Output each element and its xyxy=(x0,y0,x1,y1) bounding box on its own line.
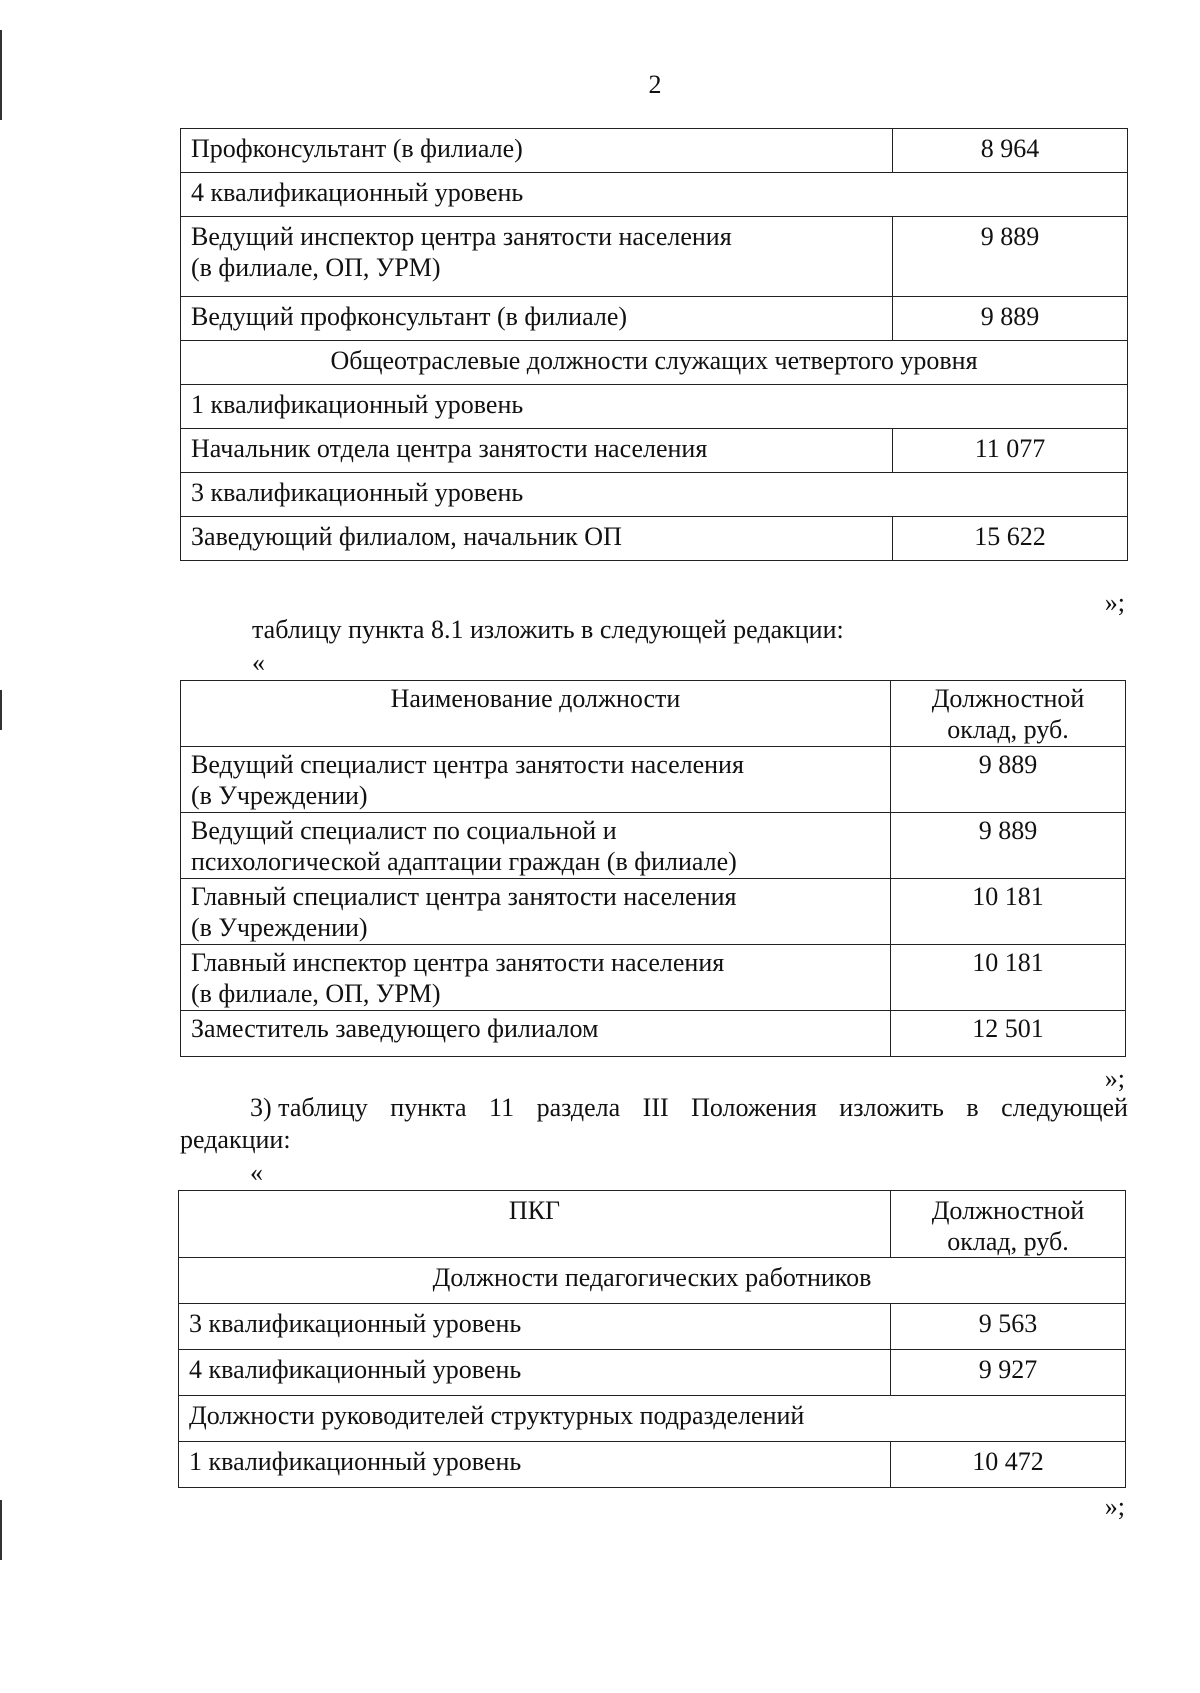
column-header-position: Наименование должности xyxy=(181,681,891,747)
position-name: Ведущий специалист по социальной и психологической адаптации граждан (в филиале) xyxy=(181,813,891,879)
salary-value: 9 927 xyxy=(891,1350,1126,1396)
salary-value: 9 889 xyxy=(893,217,1128,297)
table-point-8-1 xyxy=(180,680,1126,1057)
closing-quote: »; xyxy=(1104,1492,1125,1521)
table-row xyxy=(181,341,1128,385)
closing-quote: »; xyxy=(1104,1064,1125,1093)
salary-value: 11 077 xyxy=(893,429,1128,473)
qualification-level: 3 квалификационный уровень xyxy=(179,1304,891,1350)
opening-quote: « xyxy=(252,648,265,677)
salary-value: 10 472 xyxy=(891,1442,1126,1488)
position-name: Ведущий специалист центра занятости населения (в Учреждении) xyxy=(181,747,891,813)
salary-value: 9 889 xyxy=(891,747,1126,813)
table-row xyxy=(181,129,1128,173)
paragraph-intro-11-line2: редакции: xyxy=(180,1125,291,1154)
table-row xyxy=(179,1442,1126,1488)
position-name: Ведущий инспектор центра занятости населения (в филиале, ОП, УРМ) xyxy=(181,217,893,297)
table-row xyxy=(179,1304,1126,1350)
salary-value: 8 964 xyxy=(893,129,1128,173)
table-row xyxy=(181,747,1126,813)
group-heading: Должности руководителей структурных подразделений xyxy=(179,1396,1126,1442)
qualification-level: 3 квалификационный уровень xyxy=(181,473,1128,517)
table-row xyxy=(181,473,1128,517)
closing-quote: »; xyxy=(1104,588,1125,617)
table-row xyxy=(179,1350,1126,1396)
table-row xyxy=(181,429,1128,473)
paragraph-intro-8-1: таблицу пункта 8.1 изложить в следующей редакции: xyxy=(252,615,844,644)
position-name: Ведущий профконсультант (в филиале) xyxy=(181,297,893,341)
table-row xyxy=(181,297,1128,341)
table-row xyxy=(181,517,1128,561)
qualification-level: 1 квалификационный уровень xyxy=(179,1442,891,1488)
table-row xyxy=(181,945,1126,1011)
position-name: Заведующий филиалом, начальник ОП xyxy=(181,517,893,561)
column-header-pkg: ПКГ xyxy=(179,1191,891,1258)
position-name: Начальник отдела центра занятости населения xyxy=(181,429,893,473)
table-row xyxy=(181,813,1126,879)
table-salaries-continued xyxy=(180,128,1128,561)
table-point-11 xyxy=(178,1190,1126,1488)
salary-value: 9 889 xyxy=(891,813,1126,879)
salary-value: 9 889 xyxy=(893,297,1128,341)
position-name: Профконсультант (в филиале) xyxy=(181,129,893,173)
salary-value: 10 181 xyxy=(891,945,1126,1011)
position-name: Главный специалист центра занятости населения (в Учреждении) xyxy=(181,879,891,945)
qualification-level: 4 квалификационный уровень xyxy=(179,1350,891,1396)
page-number: 2 xyxy=(648,70,662,99)
position-name: Главный инспектор центра занятости населения (в филиале, ОП, УРМ) xyxy=(181,945,891,1011)
column-header-salary: Должностной оклад, руб. xyxy=(891,681,1126,747)
table-row xyxy=(179,1258,1126,1304)
salary-value: 15 622 xyxy=(893,517,1128,561)
table-row xyxy=(181,1011,1126,1057)
scan-edge-mark xyxy=(0,1500,2,1560)
group-heading: Должности педагогических работников xyxy=(179,1258,1126,1304)
table-row xyxy=(181,385,1128,429)
table-row xyxy=(181,217,1128,297)
group-heading: Общеотраслевые должности служащих четвертого уровня xyxy=(181,341,1128,385)
position-name: Заместитель заведующего филиалом xyxy=(181,1011,891,1057)
salary-value: 12 501 xyxy=(891,1011,1126,1057)
qualification-level: 4 квалификационный уровень xyxy=(181,173,1128,217)
column-header-salary: Должностной оклад, руб. xyxy=(891,1191,1126,1258)
qualification-level: 1 квалификационный уровень xyxy=(181,385,1128,429)
table-row xyxy=(181,879,1126,945)
table-header-row xyxy=(181,681,1126,747)
table-row xyxy=(181,173,1128,217)
opening-quote: « xyxy=(250,1158,263,1187)
table-header-row xyxy=(179,1191,1126,1258)
paragraph-intro-11: 3) таблицу пункта 11 раздела III Положения изложить в следующей xyxy=(250,1093,1128,1122)
salary-value: 9 563 xyxy=(891,1304,1126,1350)
scan-edge-mark xyxy=(0,690,2,730)
table-row xyxy=(179,1396,1126,1442)
salary-value: 10 181 xyxy=(891,879,1126,945)
